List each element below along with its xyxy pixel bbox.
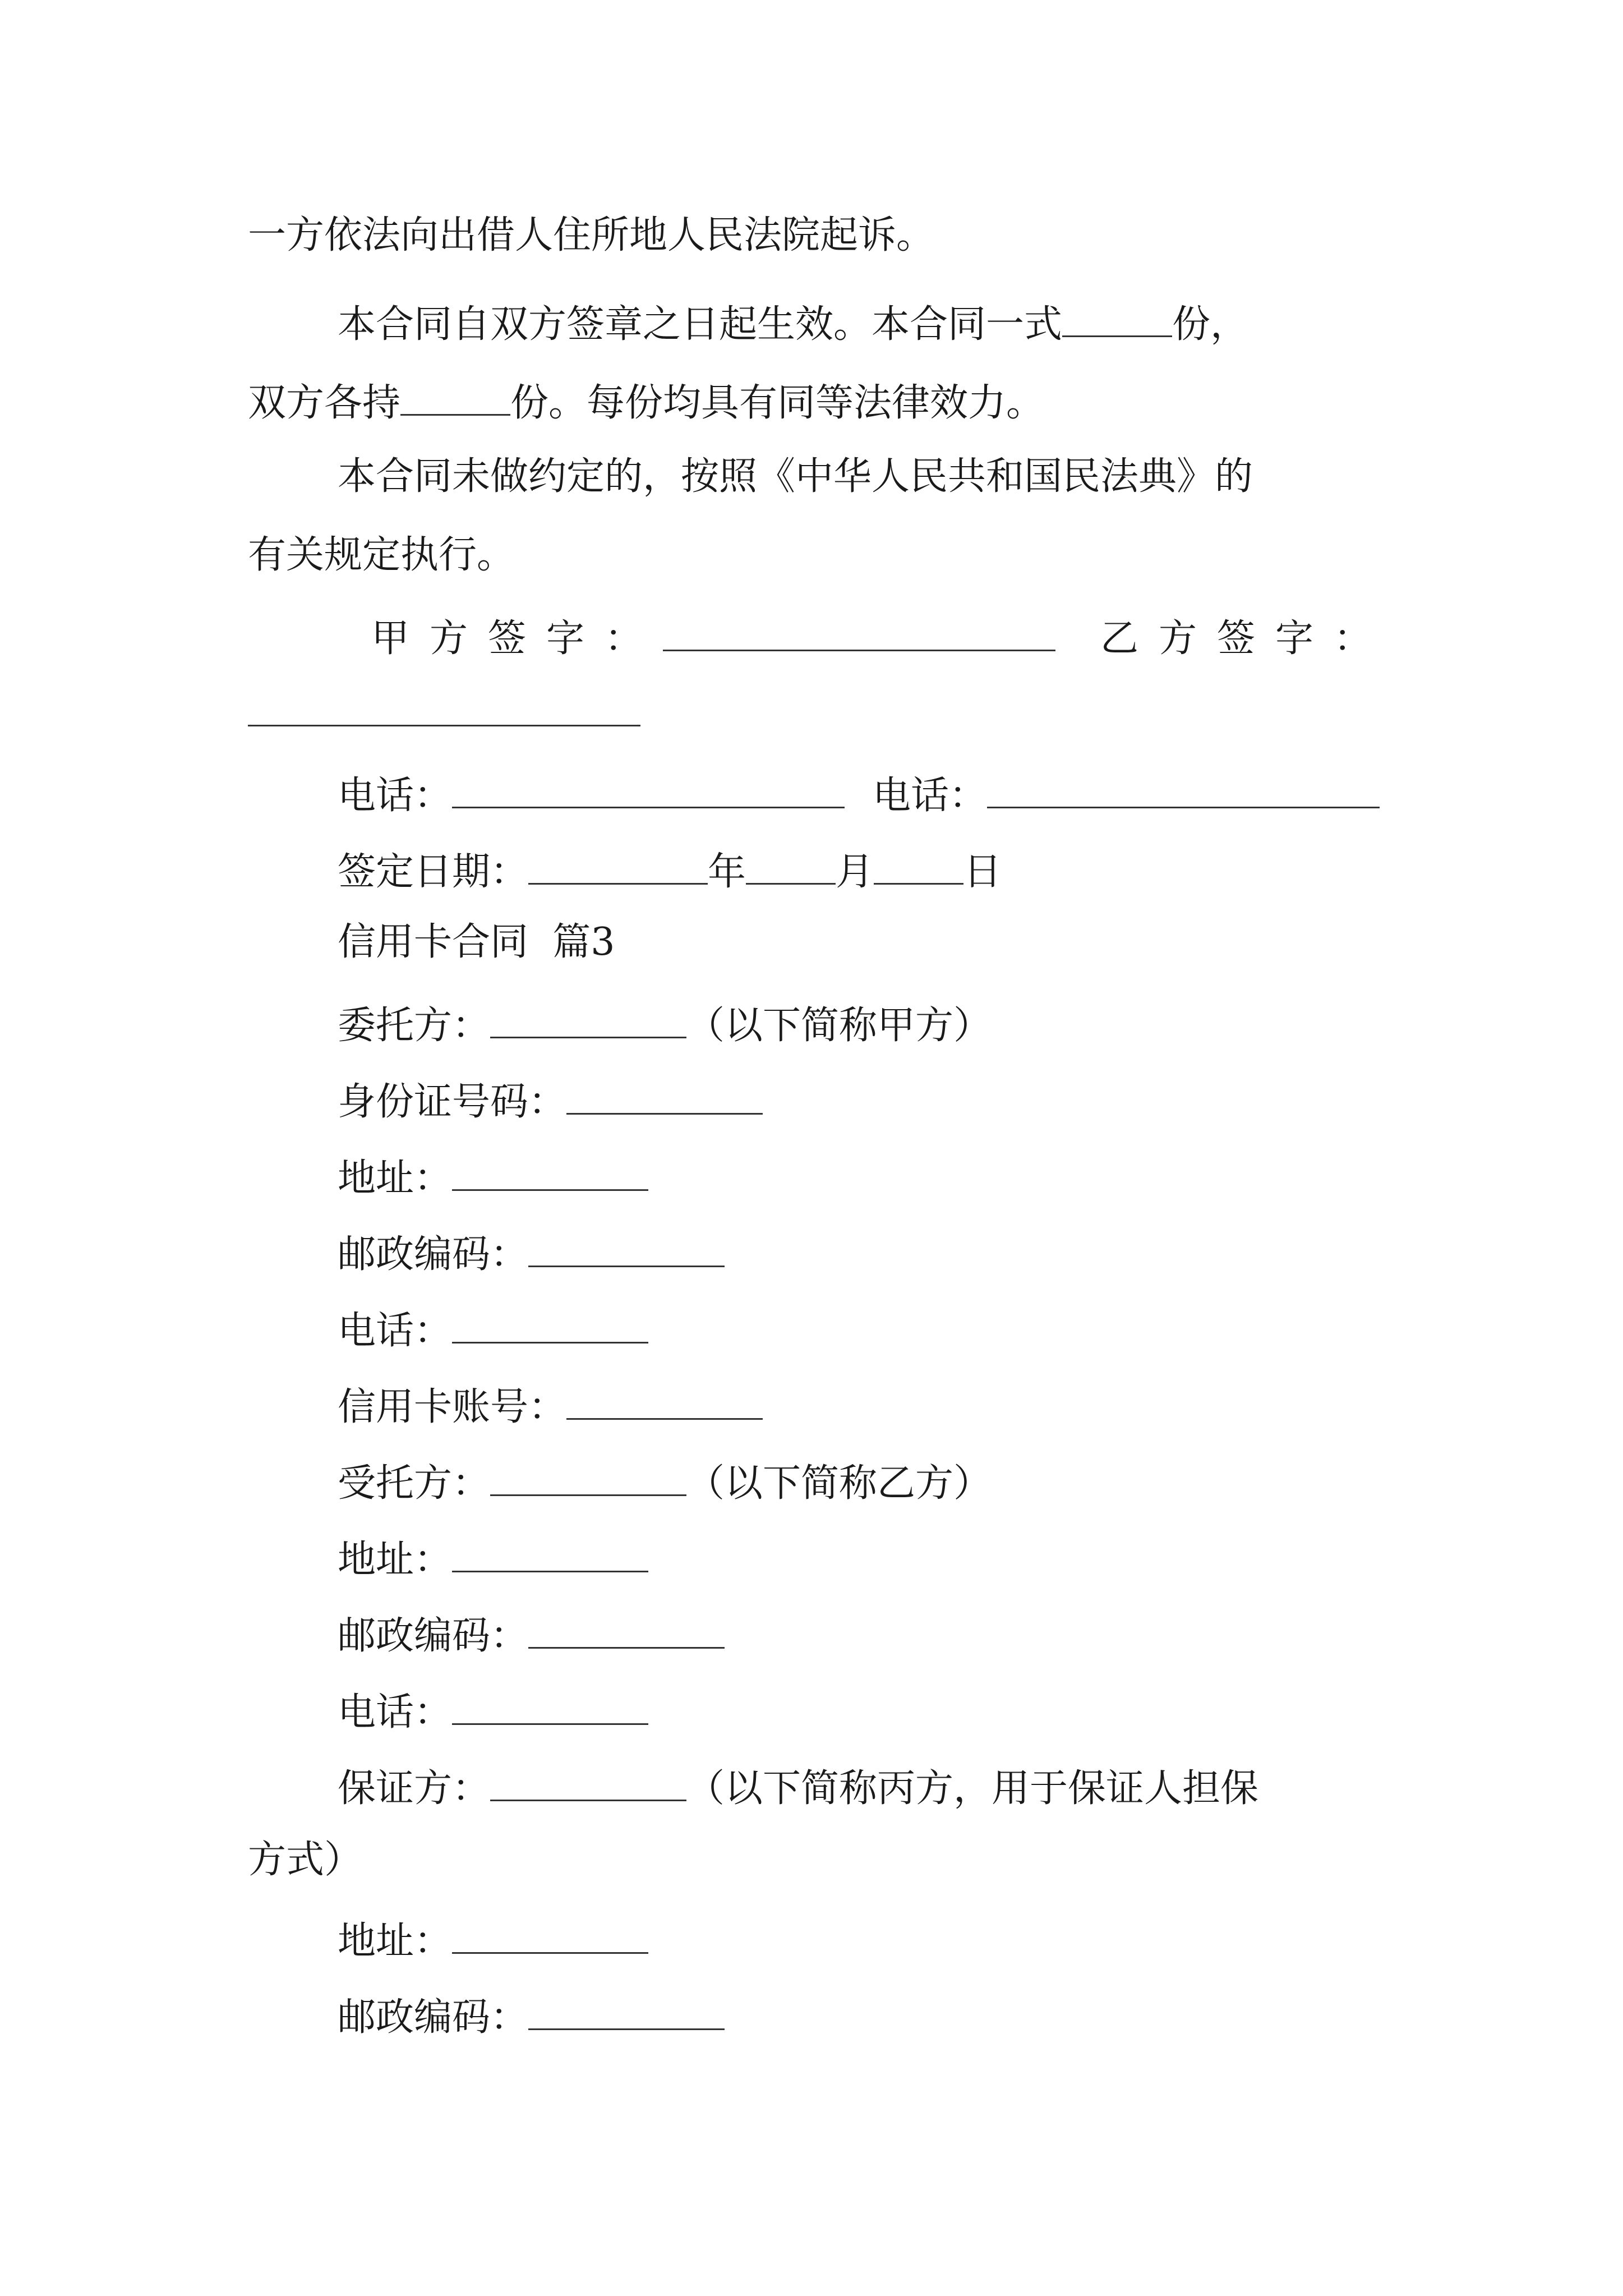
text: 本合同未做约定的，按照《中华人民共和国民法典》的 [338,454,1253,499]
party-a-signature-label: 甲方签字： [371,616,663,661]
blank-line [452,1536,648,1572]
paragraph-line [248,213,935,257]
phone-label: 电话： [873,774,988,818]
blank-line [566,1383,763,1420]
text: 份， [1172,302,1249,347]
text: （以下简称丙方，用于保证人担保 [686,1766,1259,1811]
signature-line [371,615,1393,661]
blank-line [452,1307,648,1343]
date-label: 签定日期： [338,850,529,894]
phone-label: 电话： [338,1309,453,1353]
card-number-label: 信用卡账号： [338,1385,567,1429]
text: 双方各持 [248,381,401,425]
text: 本合同自双方签章之日起生效。本合同一式 [338,302,1063,347]
form-line [338,1917,648,1961]
paragraph-line [338,301,1249,347]
form-line [338,1688,648,1732]
principal-label: 委托方： [338,1004,491,1048]
text: 年 [708,850,746,894]
form-line [338,1307,648,1353]
blank-line [490,1460,686,1496]
date-line [338,848,1002,894]
text: 日 [963,850,1002,894]
form-line [338,1078,763,1124]
blank-line [452,1154,648,1191]
text: 有关规定执行。 [248,533,515,577]
form-line [338,1994,725,2040]
blank-line [528,1994,725,2030]
postcode-label: 邮政编码： [338,1995,529,2040]
paragraph-line [248,1838,363,1882]
form-line [338,1765,1259,1811]
form-line [338,1460,992,1506]
form-line [338,1536,648,1582]
blank-line [663,615,1055,651]
form-line [338,1612,725,1658]
blank-line [490,1002,686,1038]
section-title [338,920,615,964]
postcode-label: 邮政编码： [338,1232,529,1277]
blank-line [874,848,963,885]
id-number-label: 身份证号码： [338,1080,567,1124]
text: （以下简称甲方） [686,1004,992,1048]
blank-line [452,772,845,808]
text: （以下简称乙方） [686,1461,992,1506]
text: 份。每份均具有同等法律效力。 [510,381,1045,425]
blank-line [1062,301,1172,337]
form-line [338,1231,725,1277]
paragraph-line [338,454,1253,499]
phone-label: 电话： [338,774,453,818]
text: 信用卡合同 篇3 [338,920,615,964]
form-line [338,1383,763,1427]
form-line [338,1154,648,1198]
address-label: 地址： [338,1156,453,1200]
form-line [338,1002,992,1048]
postcode-label: 邮政编码： [338,1614,529,1658]
blank-line [746,848,836,885]
address-label: 地址： [338,1919,453,1963]
blank-line [248,690,640,726]
guarantor-label: 保证方： [338,1766,491,1811]
phone-label: 电话： [338,1690,453,1734]
blank-line [452,1688,648,1725]
text: 一方依法向出借人住所地人民法院起诉。 [248,213,935,257]
blank-line [987,772,1380,808]
party-b-signature-label: 乙方签字： [1100,616,1393,661]
blank-line [528,848,708,885]
blank-line [490,1765,686,1801]
address-label: 地址： [338,1538,453,1582]
text: 方式） [248,1838,363,1882]
paragraph-line [248,379,1045,425]
signature-blank-line [248,690,640,733]
agent-label: 受托方： [338,1461,491,1506]
paragraph-line [248,533,515,577]
text: 月 [836,850,874,894]
phone-line [338,772,1380,818]
blank-line [528,1612,725,1649]
blank-line [452,1917,648,1954]
blank-line [528,1231,725,1267]
blank-line [566,1078,763,1115]
blank-line [400,379,510,416]
